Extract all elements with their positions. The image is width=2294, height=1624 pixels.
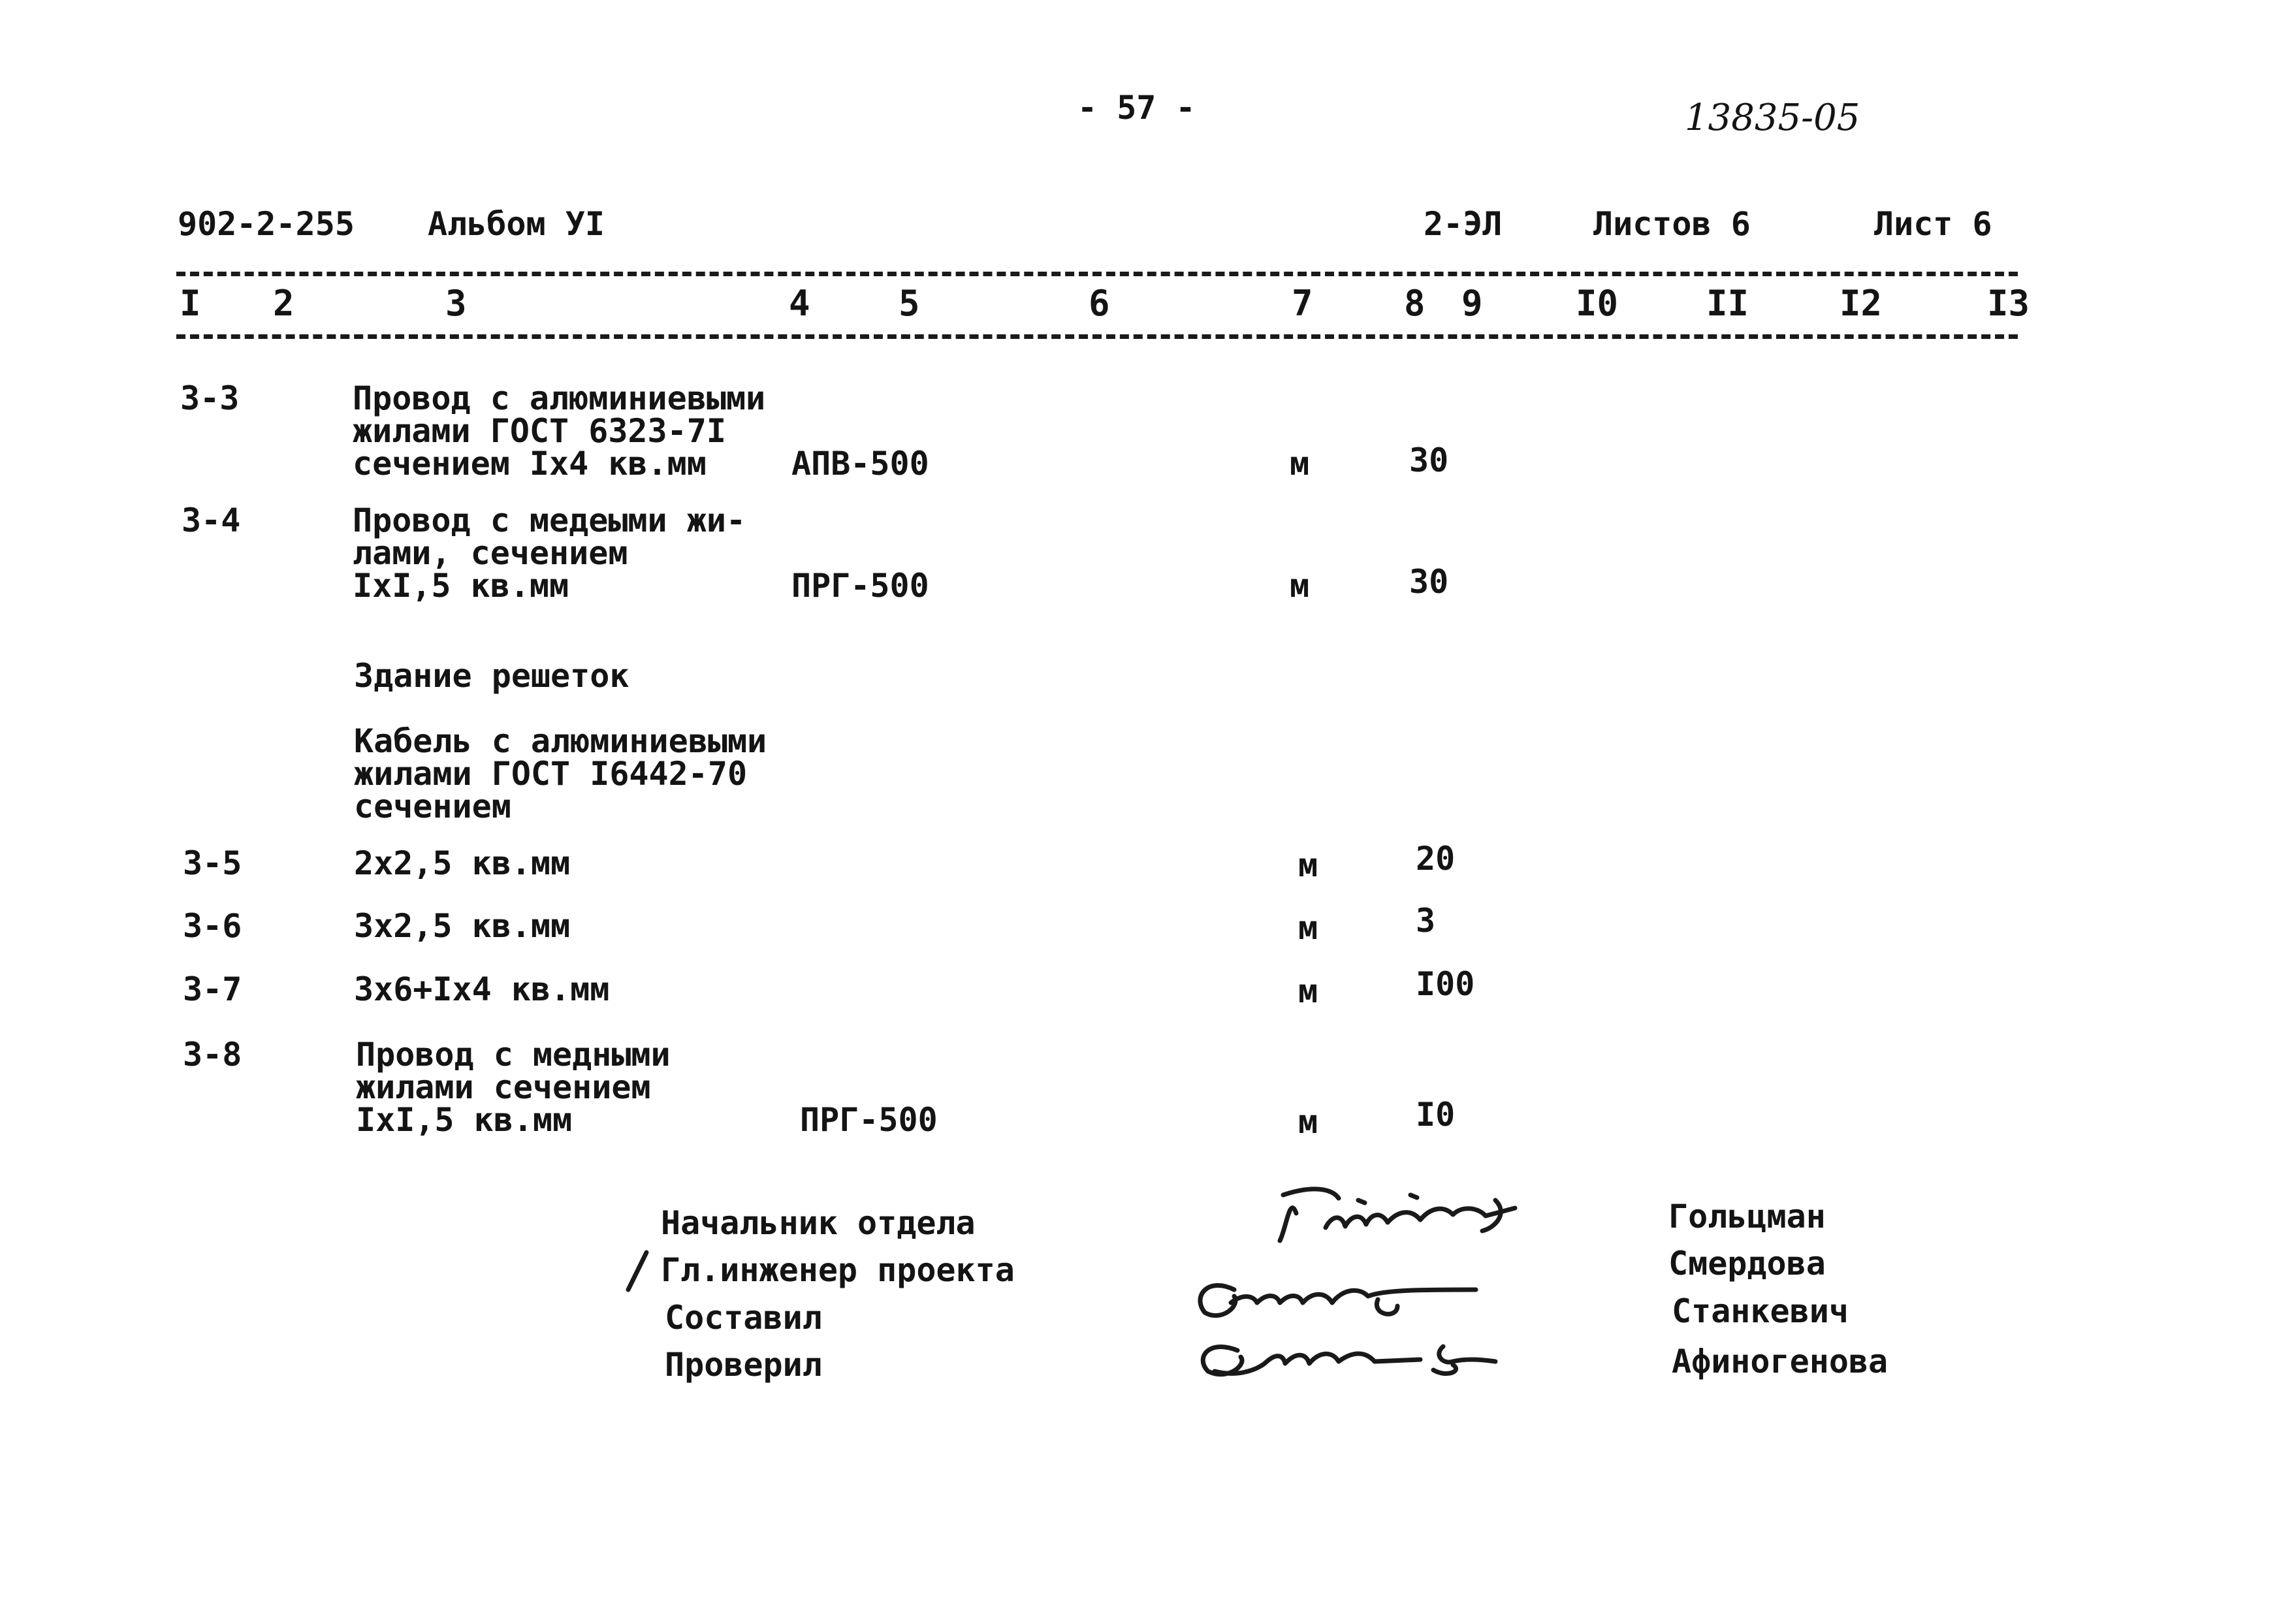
- item-unit: м: [1290, 567, 1310, 605]
- sheet-number: Лист 6: [1874, 205, 1992, 243]
- column-number: 3: [445, 283, 467, 324]
- item-unit: м: [1298, 846, 1318, 884]
- position-number: 3-4: [182, 502, 241, 539]
- item-name-line: лами, сечением: [353, 534, 628, 572]
- signature-role: Начальник отдела: [661, 1204, 976, 1242]
- position-number: 3-5: [183, 844, 242, 882]
- document-code: 13835-05: [1685, 97, 1860, 139]
- item-quantity: I00: [1416, 965, 1475, 1003]
- item-name-line: 3х6+Iх4 кв.мм: [354, 970, 610, 1008]
- column-number: I0: [1576, 283, 1619, 324]
- handwritten-signature-icon: [1203, 1346, 1495, 1375]
- item-name-line: жилами ГОСТ 6323-7I: [353, 412, 726, 450]
- item-name-line: IхI,5 кв.мм: [353, 567, 569, 605]
- column-number: 7: [1292, 283, 1313, 324]
- column-number: 8: [1404, 283, 1426, 324]
- item-name-line: Провод с медными: [356, 1036, 671, 1074]
- item-type: ПРГ-500: [800, 1101, 938, 1139]
- album-label: Альбом УI: [428, 205, 605, 243]
- signature-role: Проверил: [665, 1346, 822, 1384]
- item-unit: м: [1298, 1103, 1318, 1141]
- item-name-line: Провод с алюминиевыми: [353, 379, 766, 417]
- item-quantity: 30: [1409, 563, 1449, 601]
- item-unit: м: [1298, 909, 1318, 947]
- position-number: 3-8: [183, 1036, 242, 1074]
- signature-name: Афиногенова: [1672, 1343, 1888, 1380]
- position-number: 3-3: [180, 379, 240, 417]
- handwritten-signature-icon: [1200, 1285, 1476, 1315]
- signature-role: Составил: [665, 1299, 822, 1337]
- sheets-total: Листов 6: [1593, 205, 1751, 243]
- column-number: I: [180, 283, 201, 324]
- position-number: 3-7: [183, 970, 242, 1008]
- signature-role: Гл.инженер проекта: [661, 1251, 1015, 1289]
- position-number: 3-6: [183, 907, 242, 945]
- column-number: I3: [1987, 283, 2030, 324]
- item-type: АПВ-500: [791, 445, 929, 483]
- signature-name: Станкевич: [1672, 1292, 1849, 1330]
- item-unit: м: [1290, 445, 1310, 483]
- column-number: 2: [273, 283, 295, 324]
- item-quantity: 3: [1416, 902, 1436, 940]
- column-number: I2: [1840, 283, 1883, 324]
- item-name-line: Провод с медеыми жи-: [353, 502, 746, 539]
- item-type: ПРГ-500: [791, 567, 929, 605]
- section-heading: Здание решеток: [354, 657, 629, 695]
- item-quantity: I0: [1416, 1096, 1456, 1134]
- drawing-mark: 2-ЭЛ: [1424, 205, 1503, 243]
- item-name-line: 3х2,5 кв.мм: [354, 907, 571, 945]
- item-name-line: IхI,5 кв.мм: [356, 1101, 573, 1139]
- item-quantity: 30: [1409, 441, 1449, 479]
- item-name-line: сечением Iх4 кв.мм: [353, 445, 707, 483]
- item-name-line: 2х2,5 кв.мм: [354, 844, 571, 882]
- item-name-line: жилами сечением: [356, 1068, 651, 1106]
- column-number: 5: [899, 283, 920, 324]
- handwritten-signature-icon: [1280, 1189, 1515, 1241]
- column-number: 4: [789, 283, 810, 324]
- page-number: - 57 -: [1077, 89, 1196, 127]
- item-unit: м: [1298, 972, 1318, 1010]
- item-name-line: Кабель с алюминиевыми: [354, 722, 767, 760]
- item-name-line: сечением: [354, 788, 511, 825]
- item-quantity: 20: [1416, 840, 1456, 878]
- check-mark-icon: [628, 1252, 646, 1290]
- item-name-line: жилами ГОСТ I6442-70: [354, 755, 748, 793]
- column-number: 6: [1089, 283, 1110, 324]
- column-number: 9: [1461, 283, 1483, 324]
- project-code: 902-2-255: [178, 205, 355, 243]
- signature-name: Смердова: [1668, 1245, 1826, 1282]
- signature-name: Гольцман: [1668, 1198, 1826, 1235]
- column-number: II: [1706, 283, 1749, 324]
